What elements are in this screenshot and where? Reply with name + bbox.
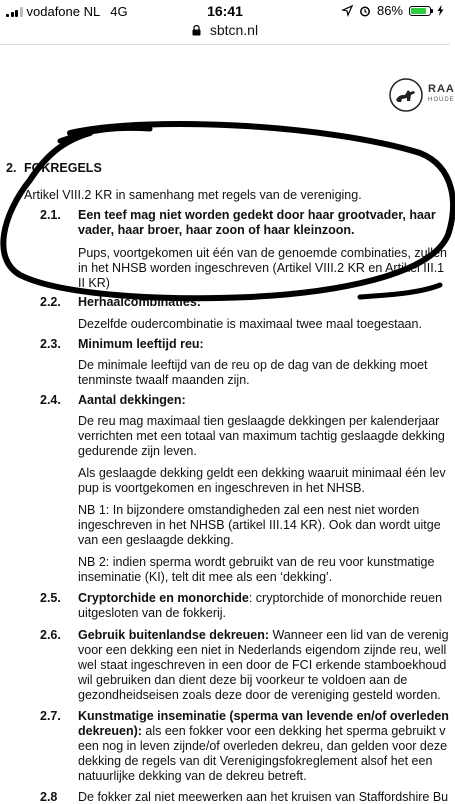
paragraph-line: wel staat ingeschreven in een door de FCI erkende stamboekhoud — [78, 658, 447, 672]
paragraph-line: natuurlijke dekking van de dekreu betreft. — [78, 769, 307, 783]
item-number: 2.8 — [40, 790, 58, 804]
paragraph-line: voor een dekking een niet in Nederlands eigendom zijnde reu, well — [78, 643, 447, 657]
item-title: Kunstmatige inseminatie (sperma van levende en/of overleden — [78, 709, 449, 723]
paragraph-line: De reu mag maximaal tien geslaagde dekkingen per kalenderjaar — [78, 414, 440, 428]
paragraph-line: gedurende zijn leven. — [78, 444, 197, 458]
paragraph-line: wil gebruiken dan dient deze bij voorkeur te voldoen aan de — [78, 673, 408, 687]
item-title: Cryptorchide en monorchide — [78, 591, 249, 605]
item-title: vader, haar broer, haar zoon of haar kleinzoon. — [78, 223, 355, 237]
paragraph-line: NB 1: In bijzondere omstandigheden zal een nest niet worden — [78, 503, 420, 517]
charging-icon — [437, 5, 444, 16]
item-number: 2.1. — [40, 208, 61, 222]
battery-level — [411, 8, 426, 14]
paragraph-line: inseminatie (KI), telt dit mee als een ‘dekking’. — [78, 570, 333, 584]
dog-logo-icon — [388, 77, 424, 113]
section-title: FOKREGELS — [24, 161, 102, 175]
location-arrow-icon — [342, 5, 353, 16]
paragraph-line: pup is voortgekomen en ingeschreven in het NHSB. — [78, 481, 365, 495]
clock: 16:41 — [207, 3, 243, 19]
status-bar — [0, 0, 450, 22]
item-number: 2.4. — [40, 393, 61, 407]
section-number: 2. — [6, 161, 17, 175]
item-title: Gebruik buitenlandse dekreuen: — [78, 628, 270, 642]
paragraph-line — [78, 628, 449, 642]
paragraph-line — [78, 724, 446, 738]
paragraph-line: NB 2: indien sperma wordt gebruikt van de reu voor kunstmatige — [78, 555, 435, 569]
paragraph-line: De minimale leeftijd van de reu op de dag van de dekking moet — [78, 358, 428, 372]
paragraph-line: Als geslaagde dekking geldt een dekking waaruit minimaal één lev — [78, 466, 446, 480]
item-number: 2.5. — [40, 591, 61, 605]
paragraph-line: dekking de regels van dit Verenigingsfokreglement alsof het een — [78, 754, 433, 768]
paragraph-line: ingeschreven in het NHSB (artikel III.14 KR). Ook dan wordt uitge — [78, 518, 441, 532]
url-text: sbtcn.nl — [209, 22, 259, 38]
item-number: 2.2. — [40, 295, 61, 309]
paragraph-line: II KR) — [78, 276, 110, 290]
paragraph-line: uitgesloten van de fokkerij. — [78, 606, 227, 620]
item-number: 2.6. — [40, 628, 61, 642]
item-title: dekreuen): — [78, 724, 142, 738]
paragraph-line: Pups, voortgekomen uit één van de genoemde combinaties, zullen — [78, 246, 447, 260]
paragraph-line: in het NHSB worden ingeschreven (Artikel VIII.2 KR en Artikel III.1 — [78, 261, 445, 275]
status-right — [342, 3, 444, 18]
inline-text: : cryptorchide of monorchide reuen — [248, 591, 443, 605]
item-title: Herhaalcombinaties: — [78, 295, 201, 309]
paragraph-line: van een geslaagde dekking. — [78, 533, 234, 547]
network-label: 4G — [110, 4, 128, 19]
logo-subtext: HOUDE — [428, 97, 455, 103]
item-title: Minimum leeftijd reu: — [78, 337, 204, 351]
inline-text: als een fokker voor een dekking het sperma gebruikt v — [141, 724, 446, 738]
paragraph-line: De fokker zal niet meewerken aan het kruisen van Staffordshire Bu — [78, 790, 449, 804]
inline-text: Wanneer een lid van de verenig — [269, 628, 449, 642]
paragraph-line — [78, 591, 442, 605]
item-title: Een teef mag niet worden gedekt door haar grootvader, haar — [78, 208, 436, 222]
item-title: Aantal dekkingen: — [78, 393, 186, 407]
paragraph-line: verrichten met een totaal van maximum tachtig geslaagde dekking — [78, 429, 445, 443]
battery-icon — [409, 6, 431, 16]
logo-text: RAA — [428, 83, 455, 95]
section-intro: Artikel VIII.2 KR in samenhang met regels van de vereniging. — [24, 188, 362, 202]
item-number: 2.3. — [40, 337, 61, 351]
paragraph-line: Dezelfde oudercombinatie is maximaal twee maal toegestaan. — [78, 317, 422, 331]
paragraph-line: gezondheidseisen zoals deze door de vereniging gesteld worden. — [78, 688, 441, 702]
carrier-label: vodafone NL — [26, 4, 101, 19]
address-bar[interactable] — [0, 22, 450, 42]
battery-percent: 86% — [376, 3, 403, 18]
document-page — [0, 44, 455, 804]
paragraph-line: tenminste twaalf maanden zijn. — [78, 373, 250, 387]
paragraph-line: een nog in leven zijnde/of overleden dekreu, dan gelden voor deze — [78, 739, 448, 753]
lock-icon — [192, 25, 201, 36]
alarm-icon — [359, 5, 371, 17]
item-number: 2.7. — [40, 709, 61, 723]
